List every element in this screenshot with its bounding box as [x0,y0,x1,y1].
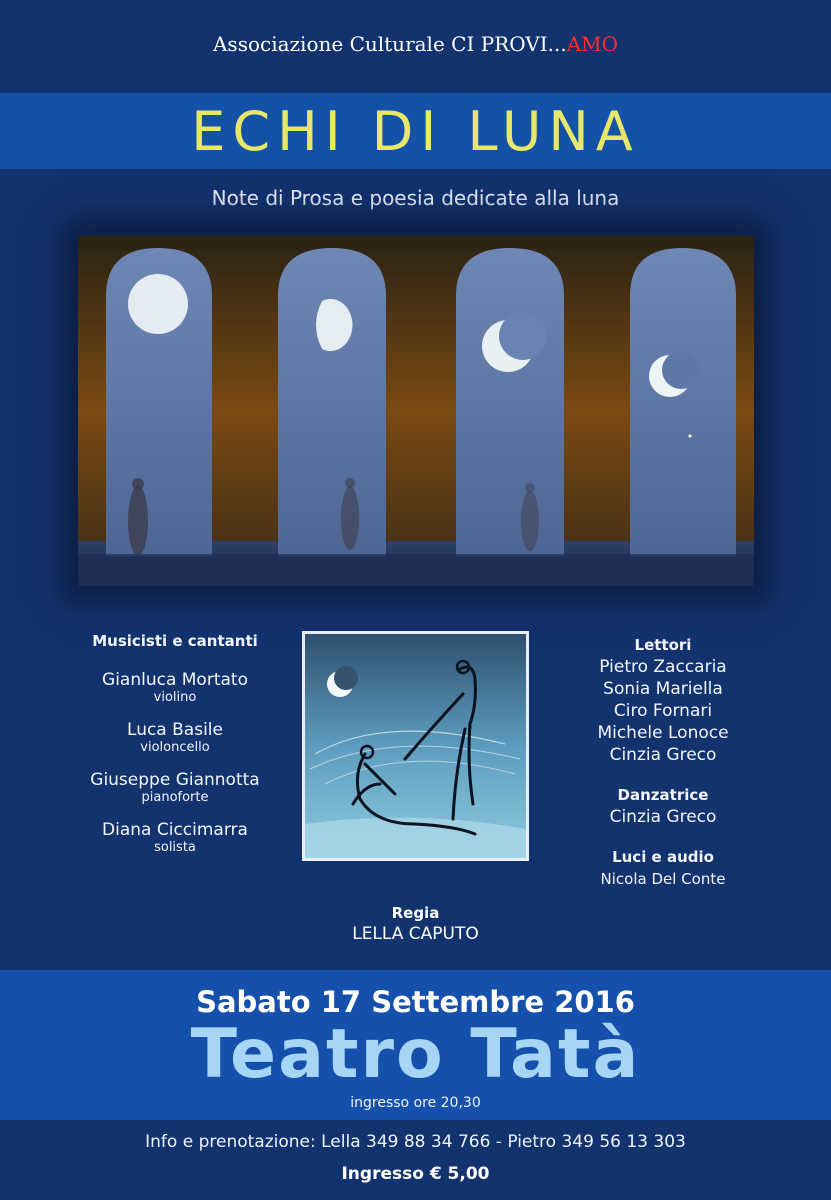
musician-role: violoncello [140,740,210,755]
director-name: LELLA CAPUTO [352,924,479,944]
readers-heading: Lettori [634,636,692,654]
musician-item [70,670,280,706]
couple-moon-drawing [305,634,526,858]
entry-time: ingresso ore 20,30 [350,1095,481,1111]
musician-item [70,820,280,856]
dancer-name: Cinzia Greco [609,807,717,827]
ticket-price: Ingresso € 5,00 [341,1164,490,1184]
credits-section [568,636,758,910]
musician-name: Luca Basile [127,720,223,740]
couple-moon-artwork [302,631,529,861]
reader-name: Michele Lonoce [597,723,729,743]
association-suffix: AMO [566,32,619,56]
musician-role: violino [153,690,197,705]
reader-name: Pietro Zaccaria [599,657,727,677]
musicians-section [70,632,280,870]
reader-name: Ciro Fornari [613,701,713,721]
dancer-heading: Danzatrice [617,786,709,804]
moon-phases-illustration [78,236,754,586]
musician-item [70,770,280,806]
musicians-heading: Musicisti e cantanti [92,632,258,650]
association-name [0,32,831,56]
readers-group [568,636,758,766]
musician-role: solista [154,840,196,855]
musician-name: Gianluca Mortato [102,670,248,690]
lights-heading: Luci e audio [612,848,714,866]
musician-name: Giuseppe Giannotta [90,770,260,790]
musician-name: Diana Ciccimarra [102,820,248,840]
event-date: Sabato 17 Settembre 2016 [196,985,635,1019]
event-title: ECHI DI LUNA [191,100,640,163]
musician-role: pianoforte [141,790,209,805]
direction-heading: Regia [391,904,440,922]
event-venue: Teatro Tatà [190,1015,641,1094]
direction-section [0,904,831,944]
musician-item [70,720,280,756]
dancer-group [568,786,758,828]
reader-name: Sonia Mariella [603,679,723,699]
association-prefix: Associazione Culturale CI PROVI... [212,32,567,56]
moon-phases-image [78,236,754,586]
lights-group [568,848,758,890]
reader-name: Cinzia Greco [609,745,717,765]
event-subtitle: Note di Prosa e poesia dedicate alla luna [211,186,620,210]
lights-name: Nicola Del Conte [600,870,726,888]
booking-info: Info e prenotazione: Lella 349 88 34 766 - Pietro 349 56 13 303 [145,1132,686,1152]
